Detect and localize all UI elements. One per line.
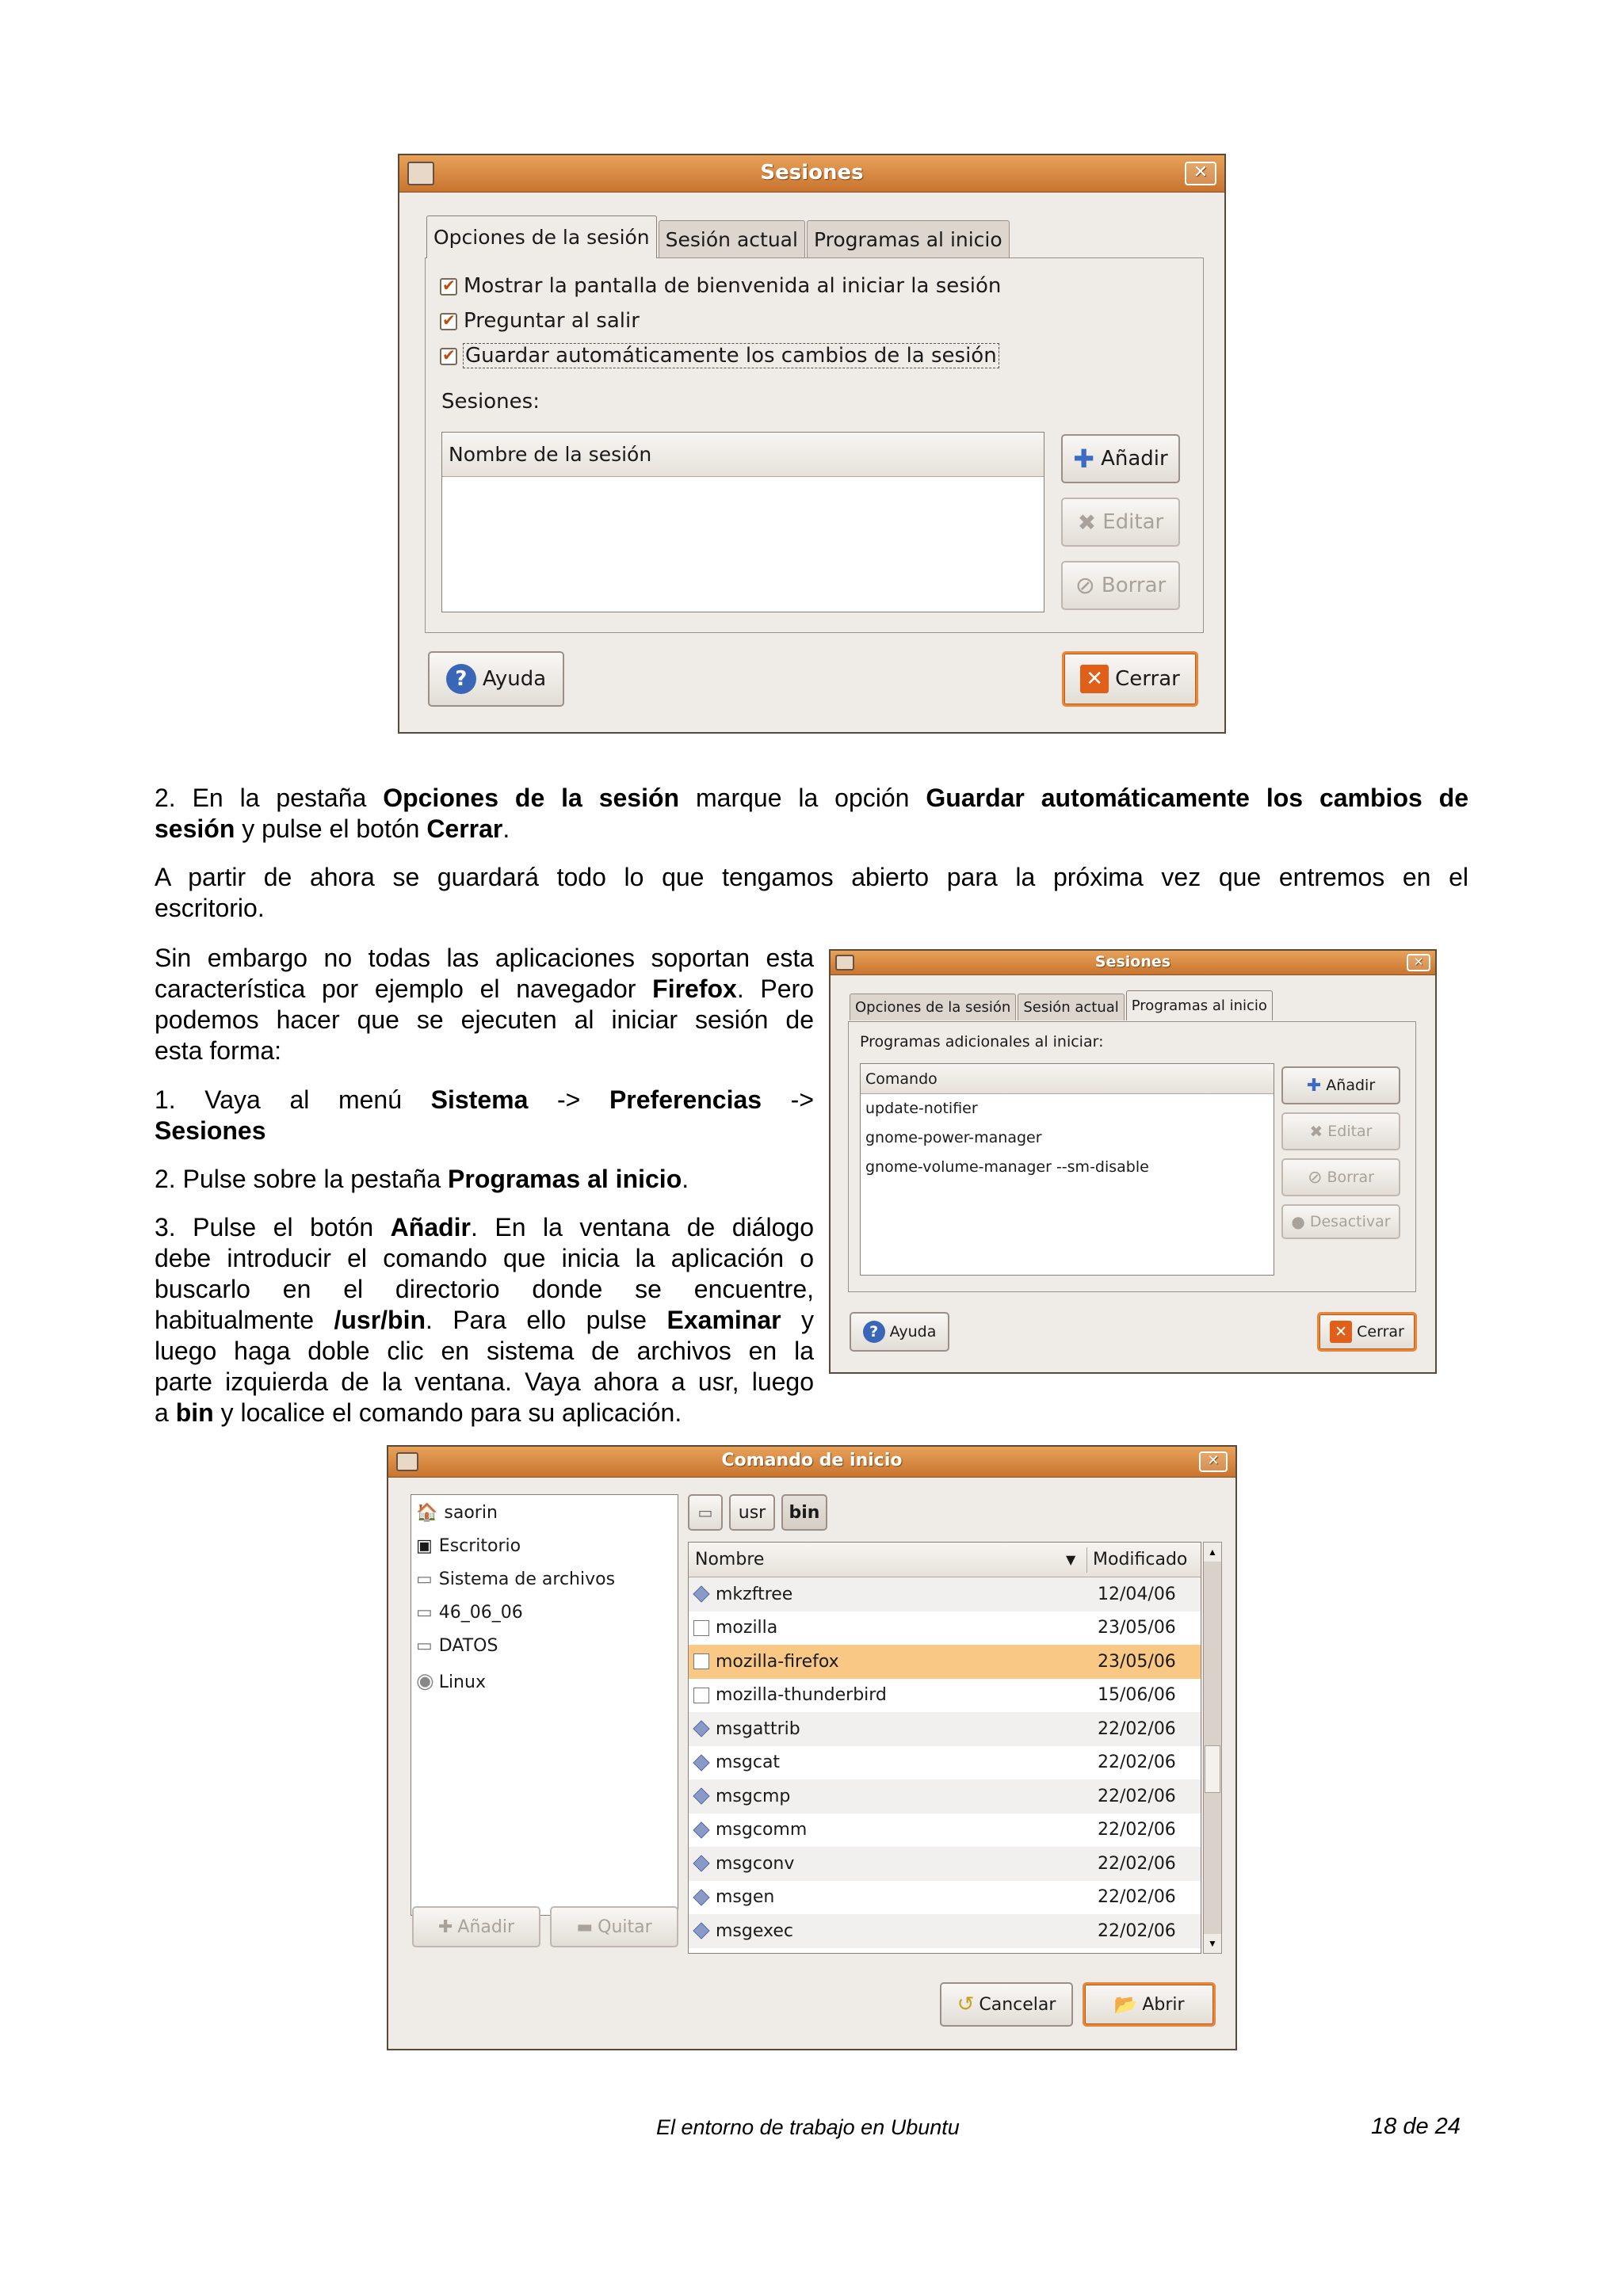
file-name: msgcmp bbox=[716, 1786, 791, 1806]
checkbox-icon bbox=[440, 313, 457, 330]
column-header-modified[interactable]: Modificado bbox=[1093, 1550, 1188, 1569]
delete-label: Borrar bbox=[1327, 1169, 1374, 1186]
file-modified-date: 23/05/06 bbox=[1098, 1618, 1176, 1638]
script-file-icon bbox=[693, 1653, 709, 1669]
close-button[interactable] bbox=[1062, 651, 1198, 707]
edit-label: Editar bbox=[1327, 1123, 1373, 1140]
no-entry-icon: ⊘ bbox=[1308, 1167, 1323, 1188]
file-modified-date: 23/05/06 bbox=[1098, 1651, 1176, 1672]
add-label: Añadir bbox=[1326, 1077, 1376, 1094]
disable-icon: ● bbox=[1291, 1212, 1305, 1231]
tab-current-session[interactable]: Sesión actual bbox=[659, 220, 805, 258]
step1-line2: Sesiones bbox=[155, 1116, 266, 1145]
delete-label: Borrar bbox=[1101, 574, 1167, 597]
list-item[interactable]: gnome-power-manager bbox=[865, 1129, 1042, 1146]
sort-arrow-icon: ▼ bbox=[1066, 1552, 1076, 1567]
list-item[interactable]: update-notifier bbox=[865, 1100, 978, 1117]
place-linux[interactable]: ◉ Linux bbox=[416, 1669, 486, 1693]
file-name: mozilla-thunderbird bbox=[716, 1685, 887, 1706]
tab-startup-programs[interactable]: Programas al inicio bbox=[1126, 990, 1273, 1020]
footer-page-number: 18 de 24 bbox=[1371, 2114, 1461, 2139]
paragraph-step2-line1: 2. En la pestaña Opciones de la sesión marque la opción Guardar automáticamente los cambios de bbox=[155, 784, 1469, 812]
open-folder-icon: 📂 bbox=[1113, 1993, 1138, 2016]
startup-command-window bbox=[387, 1445, 1237, 2050]
file-name: mozilla-firefox bbox=[716, 1651, 839, 1672]
close-label: Cerrar bbox=[1357, 1323, 1404, 1341]
step1-line1: 1. Vaya al menú Sistema -> Preferencias -> bbox=[155, 1085, 815, 1114]
executable-icon bbox=[693, 1754, 709, 1771]
path-button-usr[interactable]: usr bbox=[729, 1494, 775, 1531]
file-list-header bbox=[689, 1543, 1201, 1577]
close-button[interactable] bbox=[1317, 1312, 1417, 1352]
path-toggle-button[interactable] bbox=[688, 1494, 723, 1531]
step3-line6: parte izquierda de la ventana. Vaya ahora a usr, luego bbox=[155, 1367, 814, 1396]
close-icon: ✕ bbox=[1330, 1321, 1352, 1343]
help-label: Ayuda bbox=[482, 667, 547, 691]
checkbox-label: Mostrar la pantalla de bienvenida al iniciar la sesión bbox=[464, 274, 1002, 298]
list-item[interactable]: gnome-volume-manager --sm-disable bbox=[865, 1158, 1149, 1176]
file-row[interactable] bbox=[689, 1712, 1201, 1746]
remove-label: Quitar bbox=[598, 1917, 652, 1937]
file-modified-date: 22/02/06 bbox=[1098, 1753, 1176, 1773]
open-label: Abrir bbox=[1142, 1994, 1185, 2015]
executable-icon bbox=[693, 1721, 709, 1737]
step3-line5: luego haga doble clic en sistema de archivos en la bbox=[155, 1337, 814, 1365]
file-name: msgattrib bbox=[716, 1718, 800, 1739]
drive-icon: ▭ bbox=[416, 1569, 433, 1589]
disable-label: Desactivar bbox=[1309, 1213, 1391, 1230]
executable-icon bbox=[693, 1923, 709, 1939]
file-modified-date: 22/02/06 bbox=[1098, 1718, 1176, 1739]
minus-icon: ▬ bbox=[576, 1917, 594, 1937]
checkbox-show-welcome[interactable] bbox=[440, 274, 1001, 298]
file-row[interactable] bbox=[689, 1679, 1201, 1713]
file-name: mozilla bbox=[716, 1618, 778, 1638]
startup-programs-label: Programas adicionales al iniciar: bbox=[860, 1033, 1104, 1051]
file-modified-date: 22/02/06 bbox=[1098, 1853, 1176, 1874]
edit-button[interactable] bbox=[1281, 1112, 1400, 1150]
window-title: Comando de inicio bbox=[721, 1451, 903, 1470]
executable-icon bbox=[693, 1855, 709, 1872]
tab-panel bbox=[425, 257, 1204, 633]
scroll-down-arrow-icon[interactable]: ▼ bbox=[1204, 1934, 1221, 1953]
checkbox-autosave-session[interactable] bbox=[440, 344, 999, 368]
delete-button[interactable] bbox=[1061, 561, 1180, 610]
checkbox-icon bbox=[440, 348, 457, 365]
place-desktop[interactable]: ▣ Escritorio bbox=[416, 1536, 521, 1556]
place-filesystem[interactable]: ▭ Sistema de archivos bbox=[416, 1569, 616, 1589]
scrollbar[interactable] bbox=[1203, 1542, 1222, 1954]
tabs bbox=[426, 215, 1011, 258]
plus-icon: ✚ bbox=[1306, 1075, 1322, 1096]
disable-button[interactable] bbox=[1281, 1204, 1400, 1239]
help-icon: ? bbox=[446, 664, 476, 694]
file-row[interactable] bbox=[689, 1881, 1201, 1915]
sessions-window bbox=[398, 154, 1226, 734]
place-volume-46[interactable]: ▭ 46_06_06 bbox=[416, 1603, 523, 1623]
file-modified-date: 12/04/06 bbox=[1098, 1584, 1176, 1604]
sessions-startup-window bbox=[829, 949, 1437, 1374]
column-header-name[interactable]: Nombre bbox=[695, 1550, 765, 1569]
file-modified-date: 22/02/06 bbox=[1098, 1887, 1176, 1908]
executable-icon bbox=[693, 1586, 709, 1603]
undo-icon: ↺ bbox=[957, 1993, 975, 2016]
drive-icon: ▭ bbox=[697, 1503, 713, 1522]
paragraph-however-line2: característica por ejemplo el navegador Firefox. Pero bbox=[155, 974, 815, 1003]
file-name: msgcomm bbox=[716, 1820, 808, 1840]
home-folder-icon: 🏠 bbox=[416, 1503, 438, 1523]
add-place-button[interactable] bbox=[412, 1906, 540, 1947]
help-button[interactable] bbox=[850, 1312, 949, 1352]
file-name: mkzftree bbox=[716, 1584, 793, 1604]
help-icon: ? bbox=[863, 1321, 885, 1343]
window-titlebar bbox=[388, 1447, 1235, 1478]
remove-place-button[interactable] bbox=[550, 1906, 678, 1947]
tab-startup-programs[interactable]: Programas al inicio bbox=[807, 220, 1010, 258]
tools-icon: ✖ bbox=[1077, 509, 1097, 536]
window-menu-icon[interactable] bbox=[396, 1452, 418, 1471]
close-icon[interactable]: ✕ bbox=[1199, 1451, 1228, 1472]
step3-line2: debe introducir el comando que inicia la aplicación o bbox=[155, 1244, 814, 1272]
file-row[interactable] bbox=[689, 1645, 1201, 1679]
file-row[interactable] bbox=[689, 1814, 1201, 1848]
file-row[interactable] bbox=[689, 1779, 1201, 1814]
column-header-session-name[interactable]: Nombre de la sesión bbox=[442, 433, 1044, 477]
cancel-label: Cancelar bbox=[979, 1994, 1056, 2015]
help-button[interactable] bbox=[428, 651, 564, 707]
file-row[interactable] bbox=[689, 1847, 1201, 1881]
file-name: msgexec bbox=[716, 1920, 793, 1941]
edit-button[interactable] bbox=[1061, 498, 1180, 547]
drive-icon: ▭ bbox=[416, 1603, 433, 1623]
file-row[interactable] bbox=[689, 1914, 1201, 1948]
close-icon[interactable]: ✕ bbox=[1407, 954, 1430, 971]
cancel-button[interactable] bbox=[940, 1982, 1073, 2027]
footer-title: El entorno de trabajo en Ubuntu bbox=[656, 2115, 960, 2139]
executable-icon bbox=[693, 1889, 709, 1905]
step2: 2. Pulse sobre la pestaña Programas al inicio. bbox=[155, 1165, 689, 1193]
tab-session-options[interactable]: Opciones de la sesión bbox=[426, 215, 657, 258]
paragraph-however-line1: Sin embargo no todas las aplicaciones soportan esta bbox=[155, 944, 814, 972]
file-rows bbox=[689, 1577, 1201, 1953]
startup-programs-list[interactable] bbox=[860, 1063, 1274, 1276]
window-titlebar bbox=[831, 951, 1435, 975]
paragraph-from-now-line1: A partir de ahora se guardará todo lo que tengamos abierto para la próxima vez que entremos en el bbox=[155, 863, 1468, 891]
window-menu-icon[interactable] bbox=[835, 955, 854, 971]
window-title: Sesiones bbox=[760, 161, 864, 185]
file-modified-date: 15/06/06 bbox=[1098, 1685, 1176, 1706]
paragraph-from-now-line2: escritorio. bbox=[155, 894, 265, 922]
checkbox-label: Guardar automáticamente los cambios de la sesión bbox=[465, 344, 997, 368]
paragraph-however-line4: esta forma: bbox=[155, 1036, 282, 1065]
step3-line3: buscarlo en el directorio donde se encuentre, bbox=[155, 1275, 814, 1303]
paragraph-however-line3: podemos hacer que se ejecuten al iniciar sesión de bbox=[155, 1005, 814, 1034]
script-file-icon bbox=[693, 1620, 709, 1636]
plus-icon: ✚ bbox=[1073, 444, 1095, 474]
drive-icon: ▭ bbox=[416, 1636, 433, 1656]
executable-icon bbox=[693, 1821, 709, 1838]
sessions-label: Sesiones: bbox=[441, 390, 540, 414]
plus-icon: ✚ bbox=[437, 1917, 453, 1937]
scroll-thumb[interactable] bbox=[1205, 1745, 1220, 1793]
place-datos[interactable]: ▭ DATOS bbox=[416, 1636, 498, 1656]
file-name: msgcat bbox=[716, 1753, 781, 1773]
place-home[interactable]: 🏠 saorin bbox=[416, 1503, 498, 1523]
desktop-icon: ▣ bbox=[416, 1536, 433, 1556]
file-row[interactable] bbox=[689, 1611, 1201, 1646]
add-button[interactable] bbox=[1061, 434, 1180, 483]
step3-line4: habitualmente /usr/bin. Para ello pulse Examinar y bbox=[155, 1306, 814, 1334]
window-titlebar bbox=[399, 155, 1224, 193]
sessions-list[interactable] bbox=[441, 432, 1044, 612]
window-menu-icon[interactable] bbox=[407, 162, 434, 185]
executable-icon bbox=[693, 1788, 709, 1805]
tab-session-options[interactable]: Opciones de la sesión bbox=[850, 994, 1016, 1020]
no-entry-icon: ⊘ bbox=[1075, 571, 1095, 600]
window-title: Sesiones bbox=[1094, 953, 1171, 971]
file-modified-date: 22/02/06 bbox=[1098, 1820, 1176, 1840]
file-modified-date: 22/02/06 bbox=[1098, 1920, 1176, 1941]
file-row[interactable] bbox=[689, 1746, 1201, 1780]
file-name: msgconv bbox=[716, 1853, 795, 1874]
delete-button[interactable] bbox=[1281, 1158, 1400, 1196]
tab-current-session[interactable]: Sesión actual bbox=[1018, 994, 1124, 1020]
step3-line7: a bin y localice el comando para su aplicación. bbox=[155, 1398, 682, 1427]
file-modified-date: 22/02/06 bbox=[1098, 1786, 1176, 1806]
tab-panel bbox=[848, 1021, 1416, 1292]
open-button[interactable] bbox=[1083, 1982, 1216, 2027]
file-name: msgen bbox=[716, 1887, 775, 1908]
close-icon[interactable]: ✕ bbox=[1185, 162, 1216, 185]
add-label: Añadir bbox=[457, 1917, 515, 1937]
close-label: Cerrar bbox=[1115, 667, 1180, 691]
tools-icon: ✖ bbox=[1309, 1122, 1323, 1141]
script-file-icon bbox=[693, 1688, 709, 1703]
checkbox-label: Preguntar al salir bbox=[464, 309, 640, 333]
paragraph-step2-line2: sesión y pulse el botón Cerrar. bbox=[155, 814, 510, 843]
file-row[interactable] bbox=[689, 1577, 1201, 1611]
add-button[interactable] bbox=[1281, 1066, 1400, 1104]
file-list[interactable] bbox=[688, 1542, 1201, 1954]
cd-icon: ◉ bbox=[416, 1669, 434, 1693]
places-sidebar bbox=[411, 1494, 678, 1916]
close-icon: ✕ bbox=[1080, 665, 1109, 693]
scroll-up-arrow-icon[interactable]: ▲ bbox=[1204, 1543, 1221, 1562]
help-label: Ayuda bbox=[889, 1323, 937, 1341]
step3-line1: 3. Pulse el botón Añadir. En la ventana de diálogo bbox=[155, 1213, 815, 1241]
checkbox-icon bbox=[440, 278, 457, 296]
add-label: Añadir bbox=[1101, 447, 1168, 471]
path-button-bin[interactable]: bin bbox=[781, 1494, 827, 1531]
column-header-command[interactable]: Comando bbox=[861, 1064, 1274, 1094]
edit-label: Editar bbox=[1102, 510, 1164, 534]
checkbox-ask-on-exit[interactable] bbox=[440, 309, 640, 333]
tabs bbox=[850, 992, 1274, 1020]
